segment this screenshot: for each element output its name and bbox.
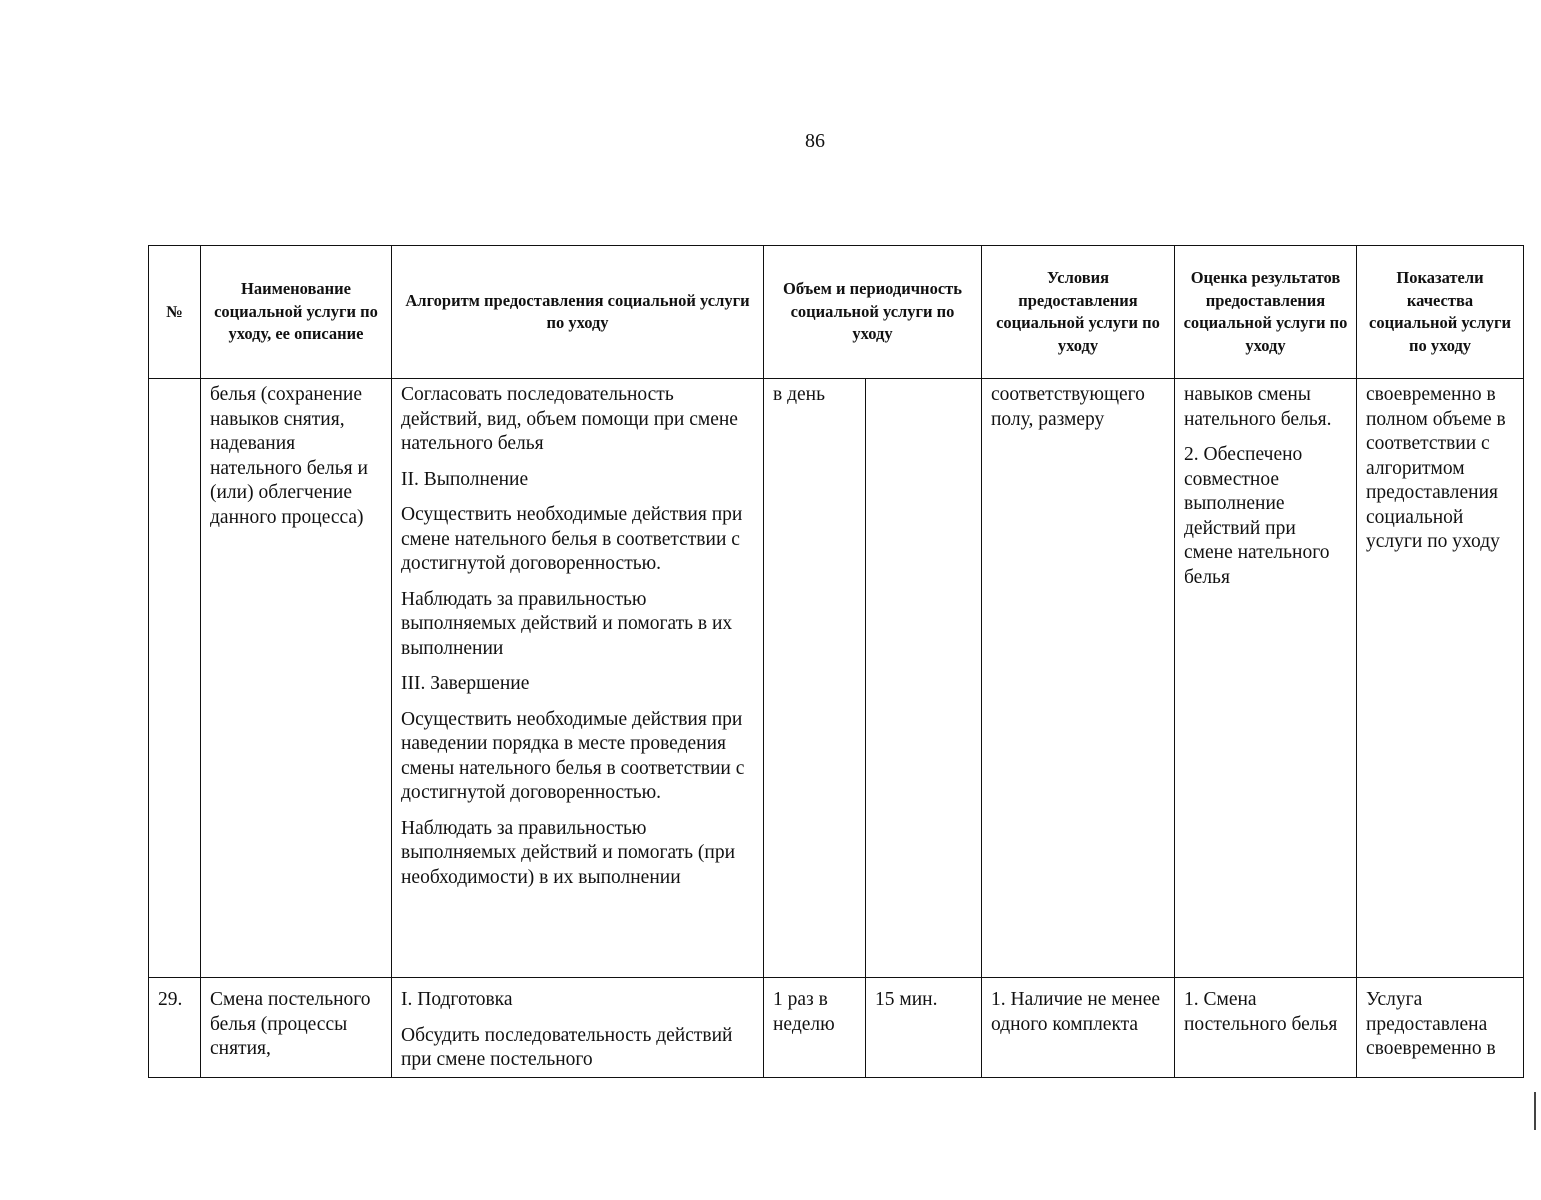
algorithm-step: Обсудить последовательность действий при смене постельного (401, 1024, 733, 1070)
algorithm-step: Наблюдать за правильностью выполняемых действий и помогать в их выполнении (401, 588, 733, 659)
cell-name: Смена постельного белья (процессы снятия, (201, 978, 392, 1078)
header-algorithm: Алгоритм предоставления социальной услуги по уходу (392, 246, 764, 379)
cell-num (149, 379, 201, 978)
algorithm-step: Осуществить необходимые действия при смене нательного белья в соответствии с достигнутой договоренностью. (401, 504, 743, 574)
cell-algorithm (392, 978, 764, 1078)
algorithm-section-heading: III. Завершение (401, 673, 530, 694)
algorithm-step: Согласовать последовательность действий, вид, объем помощи при смене нательного белья (401, 384, 738, 454)
evaluation-item: 1. Смена постельного белья (1184, 989, 1338, 1035)
algorithm-step: Наблюдать за правильностью выполняемых действий и помогать (при необходимости) в их выполнении (401, 817, 736, 888)
header-num: № (149, 246, 201, 379)
cell-algorithm (392, 379, 764, 978)
cell-conditions: соответствующего полу, размеру (982, 379, 1175, 978)
services-table (148, 245, 1524, 1078)
header-conditions: Условия предоставления социальной услуги по уходу (982, 246, 1175, 379)
cell-evaluation (1175, 379, 1357, 978)
cell-conditions: 1. Наличие не менее одного комплекта (982, 978, 1175, 1078)
algorithm-step: Осуществить необходимые действия при наведении порядка в месте проведения смены нательного белья в соответствии с достигнутой договоренностью. (401, 708, 745, 803)
cell-duration: 15 мин. (866, 978, 982, 1078)
header-name: Наименование социальной услуги по уходу, ее описание (201, 246, 392, 379)
cell-quality: Услуга предоставлена своевременно в (1357, 978, 1524, 1078)
cell-num: 29. (149, 978, 201, 1078)
algorithm-section-heading: II. Выполнение (401, 468, 529, 490)
scan-edge-mark (1534, 1092, 1536, 1130)
evaluation-item: навыков смены нательного белья. (1184, 384, 1332, 430)
evaluation-item: 2. Обеспечено совместное выполнение действий при смене нательного белья (1184, 444, 1330, 588)
header-volume: Объем и периодичность социальной услуги по уходу (764, 246, 982, 379)
page-number: 86 (805, 130, 825, 152)
cell-evaluation (1175, 978, 1357, 1078)
cell-duration (866, 379, 982, 978)
table-header-row (149, 246, 1524, 379)
table-row (149, 379, 1524, 978)
algorithm-section-heading: I. Подготовка (401, 989, 513, 1010)
cell-quality: своевременно в полном объеме в соответствии с алгоритмом предоставления социальной услуги по уходу (1357, 379, 1524, 978)
cell-name: белья (сохранение навыков снятия, надевания нательного белья и (или) облегчение данного процесса) (201, 379, 392, 978)
header-quality: Показатели качества социальной услуги по уходу (1357, 246, 1524, 379)
cell-frequency: 1 раз в неделю (764, 978, 866, 1078)
cell-frequency: в день (764, 379, 866, 978)
table-row (149, 978, 1524, 1078)
header-evaluation: Оценка результатов предоставления социальной услуги по уходу (1175, 246, 1357, 379)
